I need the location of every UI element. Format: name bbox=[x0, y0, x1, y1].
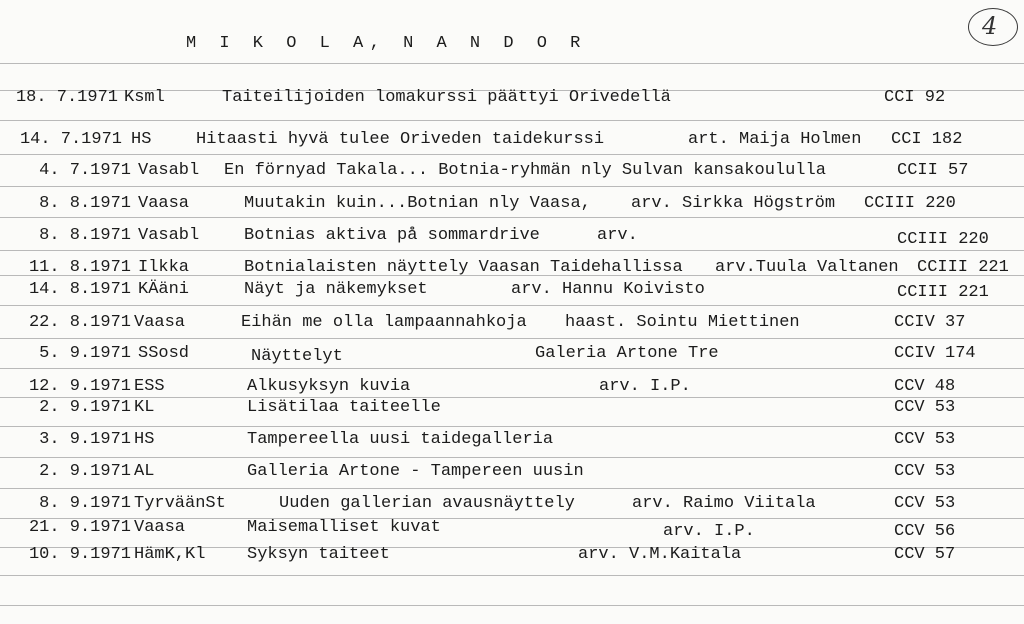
entry-date: 14. 7.1971 bbox=[19, 130, 122, 149]
entry-date: 12. 9.1971 bbox=[28, 377, 131, 396]
rule-line bbox=[0, 426, 1024, 427]
entry-row bbox=[0, 258, 1024, 278]
entry-row bbox=[0, 398, 1024, 418]
entry-ref: CCV 48 bbox=[894, 377, 956, 396]
entry-title: Botnias aktiva på sommardrive bbox=[244, 226, 540, 245]
entry-row bbox=[0, 313, 1024, 333]
entry-author: haast. Sointu Miettinen bbox=[565, 313, 800, 332]
rule-line bbox=[0, 250, 1024, 251]
entry-ref: CCV 56 bbox=[894, 522, 956, 541]
entry-ref: CCV 57 bbox=[894, 545, 956, 564]
rule-line bbox=[0, 186, 1024, 187]
entry-source: HS bbox=[134, 430, 155, 449]
entry-title: Näyt ja näkemykset bbox=[244, 280, 428, 299]
entry-author: arv. Hannu Koivisto bbox=[511, 280, 705, 299]
entry-source: HS bbox=[131, 130, 152, 149]
entry-ref: CCII 57 bbox=[897, 161, 969, 180]
rule-line bbox=[0, 368, 1024, 369]
entry-source: Vasabl bbox=[138, 226, 200, 245]
entry-date: 8. 8.1971 bbox=[39, 194, 131, 213]
entry-ref: CCIII 220 bbox=[897, 230, 989, 249]
entry-author: art. Maija Holmen bbox=[688, 130, 862, 149]
entry-title: Galleria Artone - Tampereen uusin bbox=[247, 462, 584, 481]
rule-line bbox=[0, 154, 1024, 155]
entry-row bbox=[0, 518, 1024, 541]
entry-ref: CCV 53 bbox=[894, 430, 956, 449]
entry-title: Botnialaisten näyttely Vaasan Taidehallissa bbox=[244, 258, 683, 277]
entry-date: 22. 8.1971 bbox=[28, 313, 131, 332]
entry-date: 11. 8.1971 bbox=[28, 258, 131, 277]
rule-line bbox=[0, 217, 1024, 218]
entry-date: 21. 9.1971 bbox=[28, 518, 131, 537]
page-number: 4 bbox=[982, 12, 998, 40]
entry-ref: CCIII 221 bbox=[917, 258, 1009, 277]
entry-source: Vaasa bbox=[134, 313, 186, 332]
entry-row bbox=[0, 280, 1024, 300]
entry-ref: CCIII 220 bbox=[864, 194, 956, 213]
entry-source: AL bbox=[134, 462, 155, 481]
entry-title: Näyttelyt bbox=[251, 347, 343, 366]
entry-ref: CCV 53 bbox=[894, 462, 956, 481]
entry-row bbox=[0, 88, 1024, 108]
entry-row bbox=[0, 194, 1024, 214]
entry-author: arv. Raimo Viitala bbox=[632, 494, 816, 513]
entry-author: arv. bbox=[597, 226, 638, 245]
entry-row bbox=[0, 494, 1024, 514]
entry-ref: CCI 92 bbox=[884, 88, 946, 107]
entry-source: SSosd bbox=[138, 344, 190, 363]
rule-line bbox=[0, 63, 1024, 64]
entry-date: 8. 9.1971 bbox=[39, 494, 131, 513]
entry-date: 2. 9.1971 bbox=[39, 398, 131, 417]
entry-row bbox=[0, 545, 1024, 565]
entry-row bbox=[0, 130, 1024, 150]
entry-author: Galeria Artone Tre bbox=[535, 344, 719, 363]
entry-ref: CCIV 174 bbox=[894, 344, 976, 363]
card-heading-name: M I K O L A, N A N D O R bbox=[186, 34, 587, 53]
rule-line bbox=[0, 605, 1024, 606]
entry-ref: CCV 53 bbox=[894, 494, 956, 513]
entry-date: 4. 7.1971 bbox=[39, 161, 131, 180]
entry-source: HämK,Kl bbox=[134, 545, 206, 564]
rule-line bbox=[0, 305, 1024, 306]
entry-author: arv. V.M.Kaitala bbox=[578, 545, 742, 564]
entry-date: 5. 9.1971 bbox=[39, 344, 131, 363]
entry-row bbox=[0, 377, 1024, 397]
entry-date: 8. 8.1971 bbox=[39, 226, 131, 245]
entry-author: arv. I.P. bbox=[599, 377, 691, 396]
entry-source: ESS bbox=[134, 377, 165, 396]
entry-title: Syksyn taiteet bbox=[247, 545, 390, 564]
entry-title: Lisätilaa taiteelle bbox=[247, 398, 441, 417]
rule-line bbox=[0, 338, 1024, 339]
entry-date: 2. 9.1971 bbox=[39, 462, 131, 481]
entry-title: Taiteilijoiden lomakurssi päättyi Orivedellä bbox=[222, 88, 671, 107]
entry-title: Uuden gallerian avausnäyttely bbox=[279, 494, 575, 513]
entry-row bbox=[0, 161, 1024, 181]
entry-row bbox=[0, 344, 1024, 364]
entry-title: Alkusyksyn kuvia bbox=[247, 377, 411, 396]
entry-source: Vasabl bbox=[138, 161, 200, 180]
entry-title: En förnyad Takala... Botnia-ryhmän nly Sulvan kansakoululla bbox=[224, 161, 826, 180]
rule-line bbox=[0, 488, 1024, 489]
entry-ref: CCI 182 bbox=[891, 130, 963, 149]
entry-source: Ilkka bbox=[138, 258, 190, 277]
entry-date: 14. 8.1971 bbox=[28, 280, 131, 299]
rule-line bbox=[0, 575, 1024, 576]
entry-source: Vaasa bbox=[138, 194, 190, 213]
entry-title: Muutakin kuin...Botnian nly Vaasa, bbox=[244, 194, 591, 213]
entry-date: 18. 7.1971 bbox=[15, 88, 118, 107]
rule-line bbox=[0, 120, 1024, 121]
entry-source: TyrväänSt bbox=[134, 494, 226, 513]
entry-source: KL bbox=[134, 398, 155, 417]
entry-title: Tampereella uusi taidegalleria bbox=[247, 430, 554, 449]
entry-author: arv. I.P. bbox=[663, 522, 755, 541]
entry-title: Eihän me olla lampaannahkoja bbox=[241, 313, 527, 332]
entry-date: 10. 9.1971 bbox=[28, 545, 131, 564]
entry-ref: CCV 53 bbox=[894, 398, 956, 417]
entry-ref: CCIV 37 bbox=[894, 313, 966, 332]
entry-title: Hitaasti hyvä tulee Oriveden taidekurssi bbox=[196, 130, 605, 149]
entry-ref: CCIII 221 bbox=[897, 283, 989, 302]
entry-source: Ksml bbox=[124, 88, 165, 107]
entry-author: arv. Sirkka Högström bbox=[631, 194, 836, 213]
entry-source: KÄäni bbox=[138, 280, 190, 299]
rule-line bbox=[0, 457, 1024, 458]
entry-title: Maisemalliset kuvat bbox=[247, 518, 441, 537]
entry-row bbox=[0, 226, 1024, 249]
entry-author: arv.Tuula Valtanen bbox=[715, 258, 899, 277]
entry-date: 3. 9.1971 bbox=[39, 430, 131, 449]
entry-row bbox=[0, 462, 1024, 482]
entry-row bbox=[0, 430, 1024, 450]
entry-source: Vaasa bbox=[134, 518, 186, 537]
